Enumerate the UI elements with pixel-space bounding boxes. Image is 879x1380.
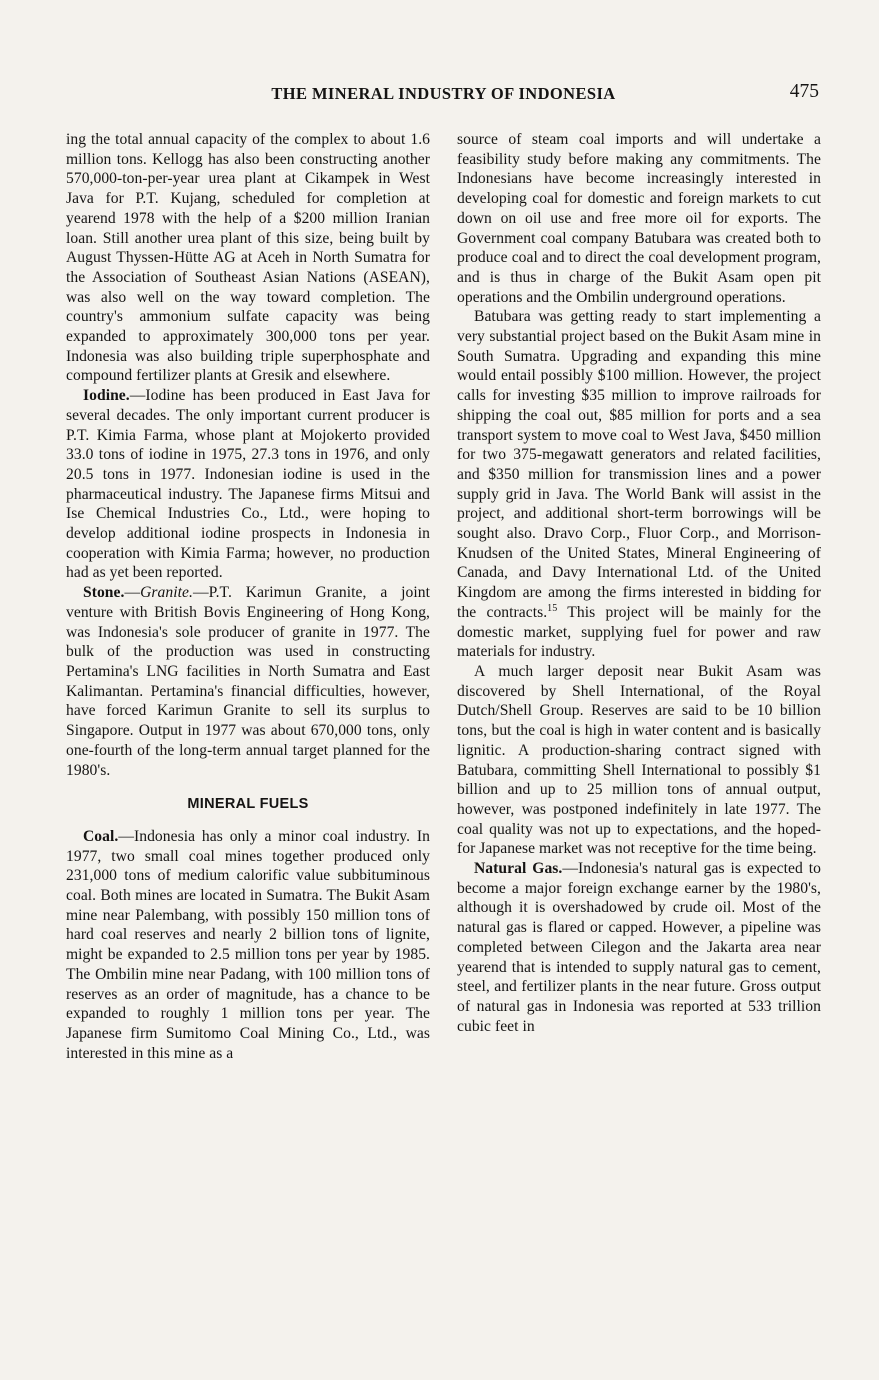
paragraph-text: ing the total annual capacity of the complex to about 1.6 million tons. Kellogg has also been constructing another 570,000-ton-per-year urea plant at Cikampek in West Java for P.T. Kujang, scheduled for completion at yearend 1978 with the help of a $200 million Iranian loan. Still another urea plant of this size, being built by August Thyssen-Hütte AG at Aceh in North Sumatra for the Association of Southeast Asian Nations (ASEAN), was also well on the way toward completion. The country's ammonium sulfate capacity was being expanded to approximately 300,000 tons per year. Indonesia was also building triple superphosphate and compound fertilizer plants at Gresik and elsewhere. — [66, 131, 430, 385]
em-dash: — — [129, 387, 146, 405]
paragraph-text: P.T. Karimun Granite, a joint venture with British Bovis Engineering of Hong Kong, was Indonesia's sole producer of granite in 1977. The bulk of the production was used in constructing Pertamina's LNG facilities in North Sumatra and East Kalimantan. Pertamina's financial difficulties, however, have forced Karimun Granite to sell its surplus to Singapore. Output in 1977 was about 670,000 tons, only one-fourth of the long-term annual target planned for the 1980's. — [66, 584, 430, 779]
running-head — [66, 81, 821, 108]
paragraph-shell-deposit — [457, 662, 821, 859]
paragraph-stone-granite — [66, 583, 430, 780]
right-column — [457, 130, 821, 1063]
em-dash: — — [118, 827, 134, 845]
paragraph-lead-stone: Stone. — [83, 584, 125, 602]
paragraph-text: Iodine has been produced in East Java for several decades. The only important current producer is P.T. Kimia Farma, whose plant at Mojokerto provided 33.0 tons of iodine in 1975, 27.3 tons in 1976, and only 20.5 tons in 1977. Indonesian iodine is used in the pharmaceutical industry. The Japanese firms Mitsui and Ise Chemical Industries Co., Ltd., were hoping to develop additional iodine prospects in Indonesia in cooperation with Kimia Farma; however, no production had as yet been reported. — [66, 387, 430, 582]
em-dash: — — [124, 584, 141, 602]
paragraph-text: A much larger deposit near Bukit Asam was discovered by Shell International, of the Royal Dutch/Shell Group. Reserves are said to be 10 billion tons, but the coal is high in water content and is basically lignitic. A production-sharing contract signed with Batubara, committing Shell International to possibly $1 billion and up to 25 million tons of annual output, however, was postponed indefinitely in late 1977. The coal quality was not up to expectations, and the hoped-for Japanese market was not receptive for the time being. — [457, 662, 821, 858]
section-heading-mineral-fuels: MINERAL FUELS — [187, 796, 309, 813]
paragraph-text: source of steam coal imports and will undertake a feasibility study before making any commitments. The Indonesians have become increasingly interested in developing coal for domestic and foreign markets to cut down on oil use and free more oil for exports. The Government coal company Batubara was created both to produce coal and to direct the coal development program, and is thus in charge of the Bukit Asam open pit operations and the Ombilin underground operations. — [457, 131, 821, 306]
page-number: 475 — [789, 81, 819, 102]
paragraph-lead-granite: Granite. — [140, 584, 193, 602]
paragraph-text: Indonesia's natural gas is expected to become a major foreign exchange earner by the 1980's, although it is overshadowed by crude oil. Most of the natural gas is flared or capped. However, a pipeline was completed between Cilegon and the Jakarta area near yearend that is intended to supply natural gas to cement, steel, and fertilizer plants in the near future. Gross output of natural gas in Indonesia was reported at 533 trillion cubic feet in — [457, 860, 821, 1035]
paragraph-fertilizer-continuation — [66, 130, 430, 386]
paragraph-batubara-project — [457, 307, 821, 662]
em-dash: — — [562, 860, 579, 878]
paragraph-lead-iodine: Iodine. — [83, 387, 130, 405]
page-header-title: THE MINERAL INDUSTRY OF INDONESIA — [271, 84, 616, 103]
em-dash: — — [192, 584, 209, 602]
paragraph-iodine — [66, 386, 430, 583]
paragraph-natural-gas — [457, 859, 821, 1036]
paragraph-text-after-footnote: This project will be mainly for the domestic market, supplying fuel for power and raw materials for industry. — [457, 603, 821, 661]
paragraph-text: Indonesia has only a minor coal industry. In 1977, two small coal mines together produced only 231,000 tons of medium calorific value subbituminous coal. Both mines are located in Sumatra. The Bukit Asam mine near Palembang, with possibly 150 million tons of hard coal reserves and nearly 2 billion tons of lignite, might be expanded to 2.5 million tons per year by 1985. The Ombilin mine near Padang, with 100 million tons of reserves as an order of magnitude, has a chance to be expanded to roughly 1 million tons per year. The Japanese firm Sumitomo Coal Mining Co., Ltd., was interested in this mine as a — [66, 827, 430, 1062]
text-columns — [66, 130, 821, 1063]
left-column — [66, 130, 430, 1063]
footnote-reference: 15 — [547, 602, 558, 614]
paragraph-lead-coal: Coal. — [83, 827, 119, 845]
paragraph-text: Batubara was getting ready to start implementing a very substantial project based on the Bukit Asam mine in South Sumatra. Upgrading and expanding this mine would entail possibly $100 million. However, the project calls for investing $35 million to improve railroads for shipping the coal out, $85 million for ports and a sea transport system to move coal to West Java, $450 million for two 375-megawatt generators and related facilities, and $350 million for transmission lines and a power supply grid in Java. The World Bank will assist in the project, and additional short-term borrowings will be sought also. Dravo Corp., Fluor Corp., and Morrison-Knudsen of the United States, Mineral Engineering of Canada, and Davy International Ltd. of the United Kingdom are among the firms interested in bidding for the contracts. — [457, 308, 821, 621]
paragraph-coal — [66, 827, 430, 1063]
paragraph-lead-natural-gas: Natural Gas. — [474, 860, 563, 878]
paragraph-coal-continuation — [457, 130, 821, 307]
